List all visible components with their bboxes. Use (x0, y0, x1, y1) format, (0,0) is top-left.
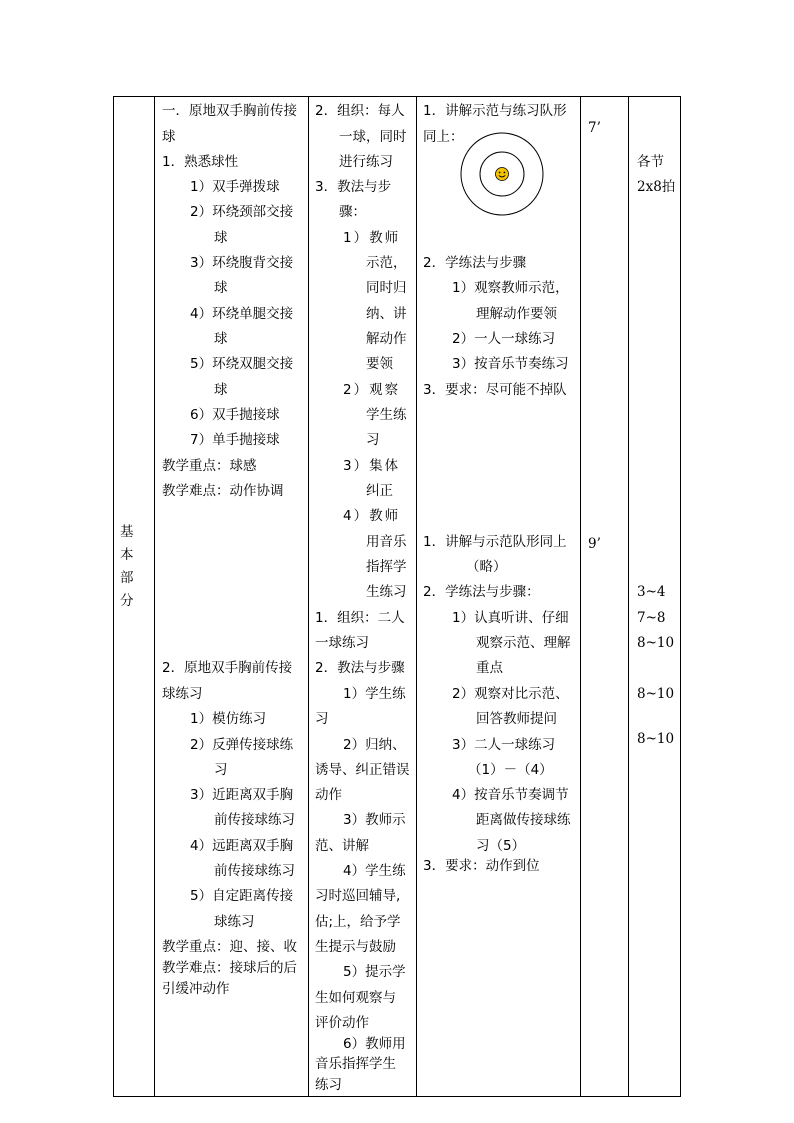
content-item: 5）自定距离传接 (190, 888, 294, 904)
student-step-cont: 距离做传接球练 (476, 812, 571, 828)
student-step-cont: 理解动作要领 (476, 306, 557, 322)
content-item-cont: 球 (214, 382, 228, 398)
content-item: 4）远距离双手胸 (190, 838, 294, 854)
content-item: 3）近距离双手胸 (190, 787, 294, 803)
teacher-step: 4）学生练 (343, 863, 406, 879)
student-step: 1）观察教师示范， (452, 280, 569, 296)
content-subheading: 1．熟悉球性 (162, 154, 239, 170)
teacher-line: 纠正 (366, 483, 393, 499)
teacher-line: 习时巡回辅导, (315, 888, 401, 904)
teacher-line: 骤： (339, 204, 366, 220)
student-step-cont: 习（5） (476, 838, 526, 854)
content-item: 6）双手抛接球 (190, 407, 280, 423)
content-item: 1）双手弹拨球 (190, 179, 280, 195)
section-label-char: 基 (120, 524, 134, 540)
content-item: 2）环绕颈部交接 (190, 204, 294, 220)
section-label-char: 部 (120, 570, 134, 586)
teacher-line: 生如何观察与 (315, 990, 396, 1006)
teacher-line: 生练习 (366, 584, 407, 600)
student-step: 3）二人一球练习 (452, 737, 556, 753)
teacher-line: 学生练 (366, 407, 407, 423)
student-step: 1）认真听讲、仔细 (452, 610, 569, 626)
content-key-point: 教学重点：迎、接、收 (162, 939, 297, 955)
teacher-line: 一球，同时 (339, 129, 407, 145)
content-line: 引缓冲动作 (162, 981, 230, 997)
teacher-line: 指挥学 (366, 559, 407, 575)
student-line: （略） (466, 559, 507, 575)
teacher-line: 示范， (366, 255, 407, 271)
student-step: 2）一人一球练习 (452, 331, 556, 347)
student-step-cont: （1）－（4） (468, 762, 553, 778)
teacher-line: 估;上，给予学 (315, 914, 401, 930)
teacher-line: 习 (315, 711, 329, 727)
teacher-line: 生提示与鼓励 (315, 939, 396, 955)
student-requirement: 3．要求：尽可能不掉队 (423, 382, 567, 398)
content-line: 球练习 (162, 686, 203, 702)
teacher-line: 要领 (366, 356, 393, 372)
content-item-cont: 球 (214, 280, 228, 296)
column-divider-2 (308, 96, 309, 1097)
content-difficult-point: 教学难点：动作协调 (162, 483, 284, 499)
count-value: 3~4 (637, 584, 666, 600)
teacher-step: 6）教师用 (343, 1036, 406, 1052)
content-item: 4）环绕单腿交接 (190, 306, 294, 322)
teacher-line: 2．组织：每人 (315, 103, 405, 119)
teacher-line: 一球练习 (315, 635, 369, 651)
content-item-cont: 前传接球练习 (214, 863, 295, 879)
student-step: 3）按音乐节奏练习 (452, 356, 569, 372)
table-border-left (113, 96, 114, 1097)
teacher-line: 纳、讲 (366, 306, 407, 322)
column-divider-1 (154, 96, 155, 1097)
teacher-line: 范、讲解 (315, 838, 369, 854)
teacher-step: 3）集体 (343, 458, 401, 474)
teacher-step: 5）提示学 (343, 964, 406, 980)
content-item-cont: 前传接球练习 (214, 812, 295, 828)
section-label-char: 本 (120, 547, 134, 563)
count-value: 2x8拍 (637, 179, 676, 195)
content-item: 5）环绕双腿交接 (190, 356, 294, 372)
count-value: 7~8 (637, 610, 666, 626)
content-heading: 一．原地双手胸前传接 (162, 103, 297, 119)
teacher-line: 解动作 (366, 331, 407, 347)
student-line: 2．学练法与步骤 (423, 255, 527, 271)
content-line: 球 (162, 129, 176, 145)
column-divider-5 (628, 96, 629, 1097)
teacher-line: 音乐指挥学生 (315, 1056, 396, 1072)
teacher-line: 动作 (315, 787, 342, 803)
student-step: 4）按音乐节奏调节 (452, 787, 569, 803)
student-line: 1．讲解与示范队形同上 (423, 534, 567, 550)
teacher-line: 诱导、纠正错误 (315, 762, 410, 778)
student-step-cont: 观察示范、理解 (476, 635, 571, 651)
table-border-right (680, 96, 681, 1097)
column-divider-4 (580, 96, 581, 1097)
student-line: 同上： (423, 129, 464, 145)
content-item-cont: 球 (214, 230, 228, 246)
teacher-line: 1．组织：二人 (315, 610, 405, 626)
teacher-line: 练习 (315, 1077, 342, 1093)
teacher-line: 用音乐 (366, 534, 407, 550)
teacher-line: 同时归 (366, 280, 407, 296)
student-line: 1．讲解示范与练习队形 (423, 103, 567, 119)
content-item: 1）模仿练习 (190, 711, 267, 727)
table-border-top (113, 96, 681, 97)
section-label-char: 分 (120, 593, 134, 609)
time-value: 7’ (588, 120, 601, 136)
content-item: 2）反弹传接球练 (190, 737, 294, 753)
count-value: 8~10 (637, 686, 675, 702)
student-line: 2．学练法与步骤： (423, 584, 540, 600)
student-step: 2）观察对比示范、 (452, 686, 569, 702)
teacher-step: 1）教师 (343, 230, 401, 246)
teacher-step: 2）归纳、 (343, 737, 406, 753)
column-divider-3 (416, 96, 417, 1097)
teacher-line: 2．教法与步骤 (315, 660, 405, 676)
circle-formation-with-smiley-icon (460, 132, 544, 216)
table-border-bottom (113, 1096, 681, 1097)
count-value: 各节 (637, 154, 664, 170)
content-heading: 2．原地双手胸前传接 (162, 660, 293, 676)
count-value: 8~10 (637, 635, 675, 651)
student-requirement: 3．要求：动作到位 (423, 858, 540, 874)
teacher-line: 进行练习 (339, 154, 393, 170)
content-item-cont: 习 (214, 762, 228, 778)
teacher-line: 习 (366, 432, 380, 448)
teacher-step: 1）学生练 (343, 686, 406, 702)
content-item: 3）环绕腹背交接 (190, 255, 294, 271)
teacher-line: 评价动作 (315, 1015, 369, 1031)
content-item-cont: 球 (214, 331, 228, 347)
content-item: 7）单手抛接球 (190, 432, 280, 448)
content-difficult-point: 教学难点：接球后的后 (162, 960, 297, 976)
student-step-cont: 重点 (476, 660, 503, 676)
student-step-cont: 回答教师提问 (476, 711, 557, 727)
content-key-point: 教学重点：球感 (162, 458, 257, 474)
teacher-step: 2）观察 (343, 382, 401, 398)
content-item-cont: 球练习 (214, 914, 255, 930)
teacher-step: 4）教师 (343, 508, 401, 524)
count-value: 8~10 (637, 731, 675, 747)
teacher-step: 3）教师示 (343, 812, 406, 828)
teacher-line: 3．教法与步 (315, 179, 392, 195)
time-value: 9’ (588, 536, 601, 552)
